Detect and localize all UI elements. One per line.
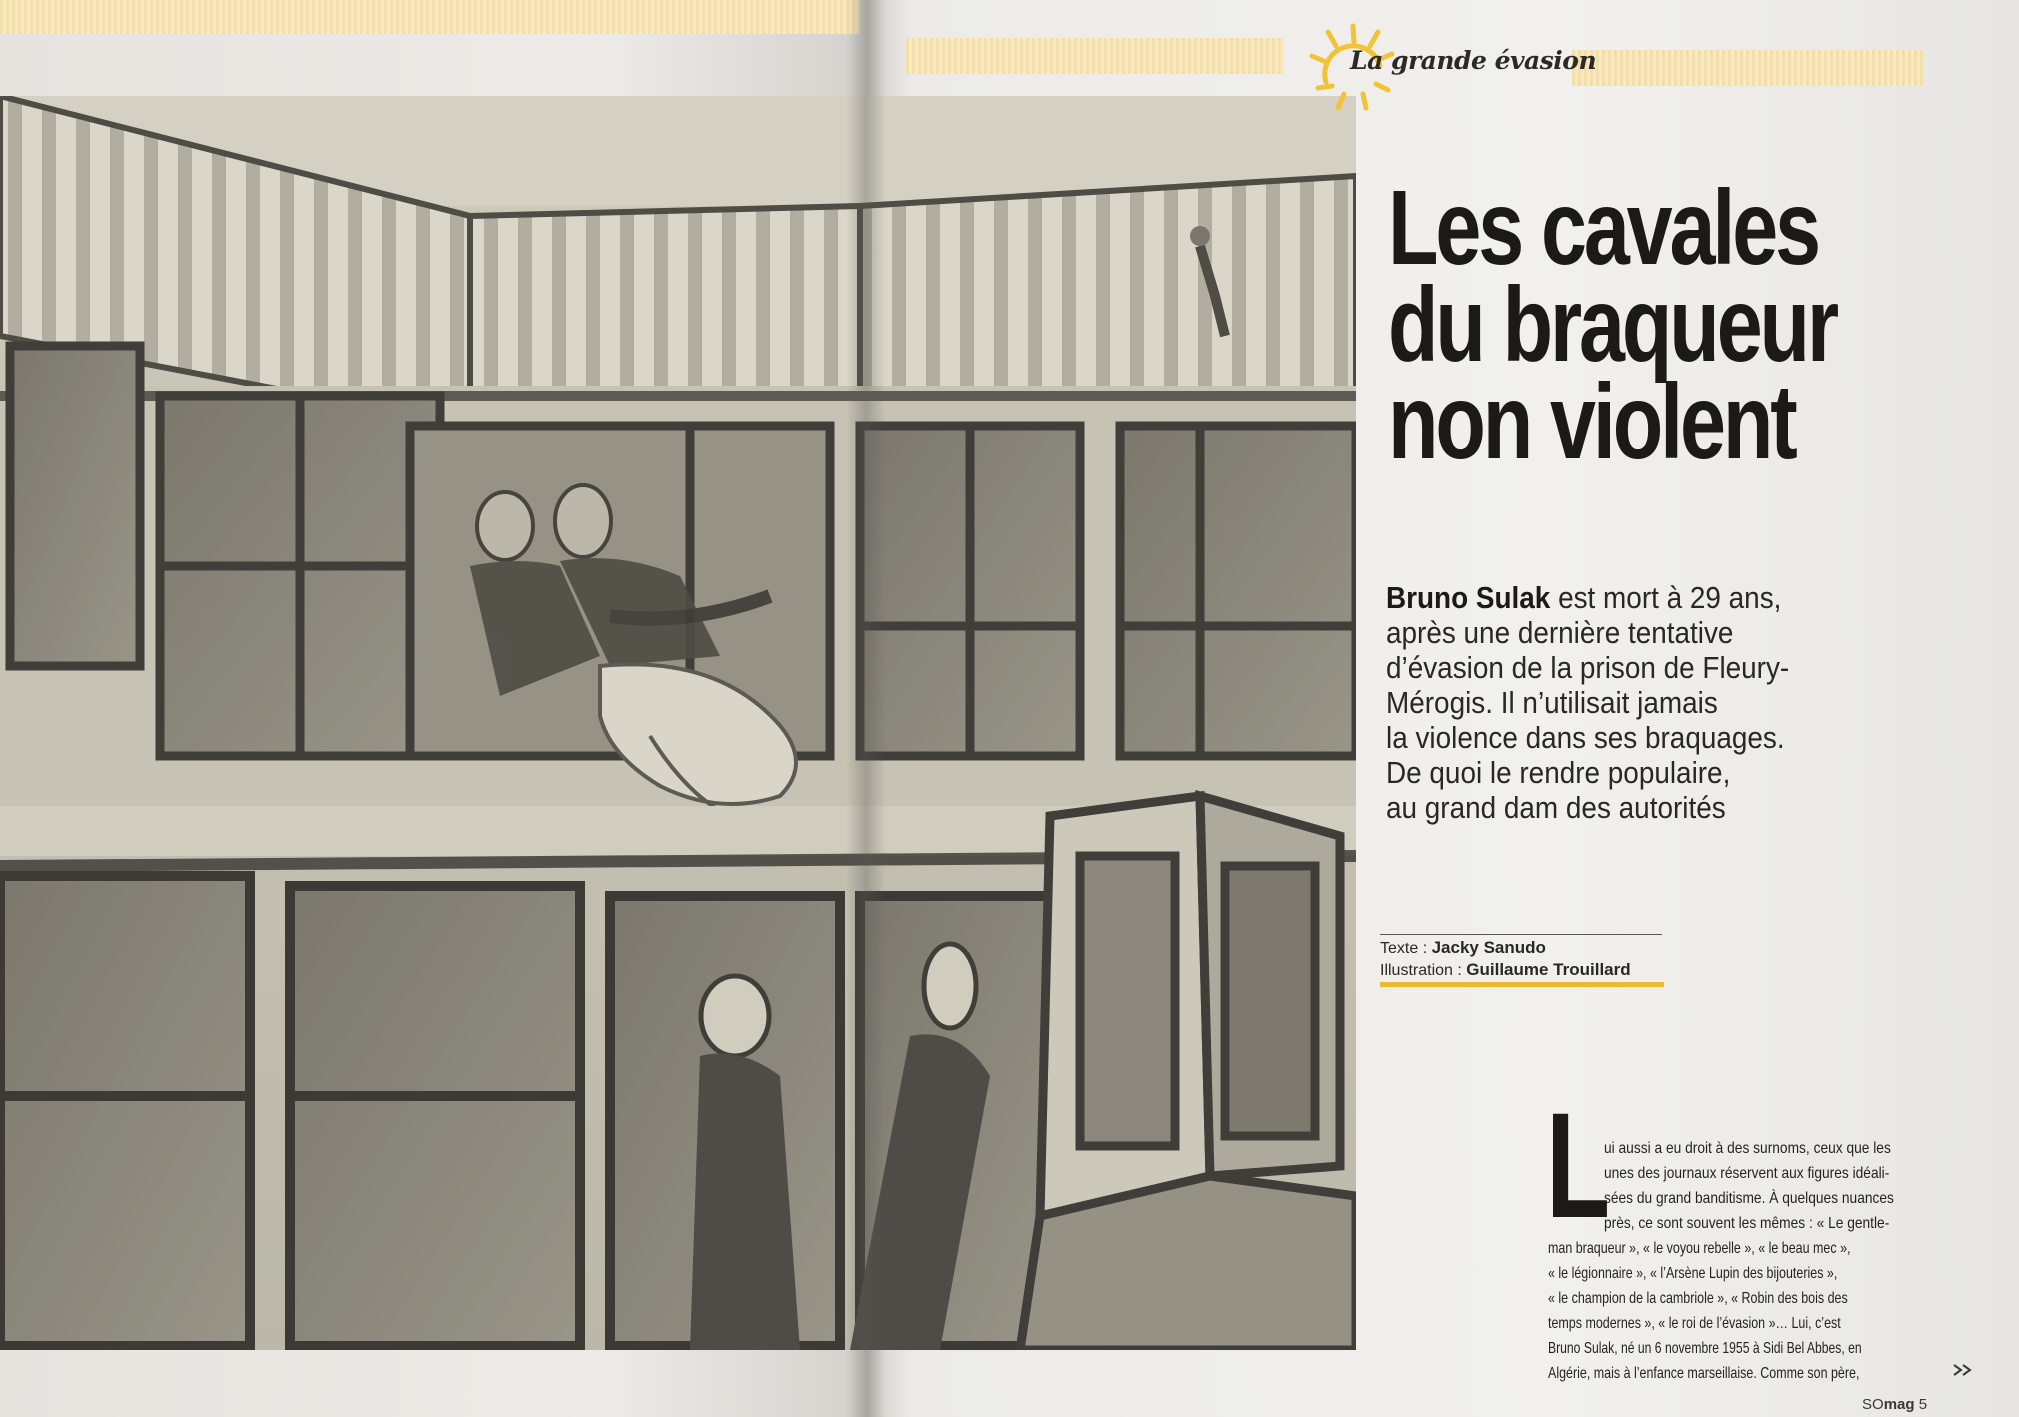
top-band-middle bbox=[906, 38, 1284, 74]
body-line: sées du grand banditisme. À quelques nuances bbox=[1604, 1190, 1894, 1207]
page-spine-shadow bbox=[846, 0, 886, 1417]
lede-line bbox=[1386, 580, 1854, 615]
body-line: temps modernes », « le roi de l’évasion »… Lui, c’est bbox=[1548, 1315, 1841, 1332]
prison-escape-illustration bbox=[0, 96, 1356, 1350]
lede-line: De quoi le rendre populaire, bbox=[1386, 755, 1731, 790]
body-line: unes des journaux réservent aux figures idéali- bbox=[1604, 1165, 1890, 1182]
lede-line: au grand dam des autorités bbox=[1386, 790, 1726, 825]
body-line: « le champion de la cambriole », « Robin des bois des bbox=[1548, 1290, 1848, 1307]
top-band-left bbox=[0, 0, 860, 34]
lede-line: d’évasion de la prison de Fleury- bbox=[1386, 650, 1790, 685]
title-line: non violent bbox=[1388, 363, 1795, 481]
top-band-right bbox=[1572, 50, 1924, 86]
credit-illustration bbox=[1380, 959, 1666, 981]
body-line: Algérie, mais à l’enfance marseillaise. Comme son père, bbox=[1548, 1365, 1860, 1382]
lede-subject-name: Bruno Sulak bbox=[1386, 580, 1551, 615]
lede-line: Mérogis. Il n’utilisait jamais bbox=[1386, 685, 1718, 720]
credit-text bbox=[1380, 937, 1666, 959]
lede-line: après une dernière tentative bbox=[1386, 615, 1734, 650]
article-lede bbox=[1386, 580, 1854, 825]
rubric-label: La grande évasion bbox=[1350, 46, 1597, 75]
credits-accent-rule bbox=[1380, 982, 1664, 987]
body-line: Bruno Sulak, né un 6 novembre 1955 à Sidi Bel Abbes, en bbox=[1548, 1340, 1862, 1357]
title-line: du braqueur bbox=[1388, 266, 1837, 384]
credit-illustration-label: Illustration : bbox=[1380, 962, 1467, 979]
chevron-right-double-icon bbox=[1952, 1363, 1976, 1377]
body-line: près, ce sont souvent les mêmes : « Le gentle- bbox=[1604, 1215, 1890, 1232]
credit-illustration-author: Guillaume Trouillard bbox=[1466, 960, 1631, 979]
credit-text-label: Texte : bbox=[1380, 940, 1432, 957]
body-line: man braqueur », « le voyou rebelle », « le beau mec », bbox=[1548, 1240, 1851, 1257]
body-line: ui aussi a eu droit à des surnoms, ceux que les bbox=[1604, 1140, 1891, 1157]
section-rubric bbox=[1308, 22, 1597, 102]
lede-line: la violence dans ses braquages. bbox=[1386, 720, 1785, 755]
credits-rule bbox=[1380, 934, 1662, 935]
title-line: Les cavales bbox=[1388, 169, 1818, 287]
page-number: 5 bbox=[1918, 1396, 1928, 1413]
page-folio bbox=[1862, 1396, 1927, 1413]
article-credits bbox=[1380, 934, 1666, 987]
drop-cap: L bbox=[1546, 1081, 1611, 1249]
folio-so: SO bbox=[1862, 1396, 1884, 1413]
folio-mag: mag bbox=[1883, 1396, 1915, 1413]
article-title bbox=[1388, 169, 1837, 481]
lede-line-rest: est mort à 29 ans, bbox=[1550, 580, 1782, 615]
credit-text-author: Jacky Sanudo bbox=[1431, 938, 1546, 957]
body-line: « le légionnaire », « l’Arsène Lupin des bijouteries », bbox=[1548, 1265, 1838, 1282]
